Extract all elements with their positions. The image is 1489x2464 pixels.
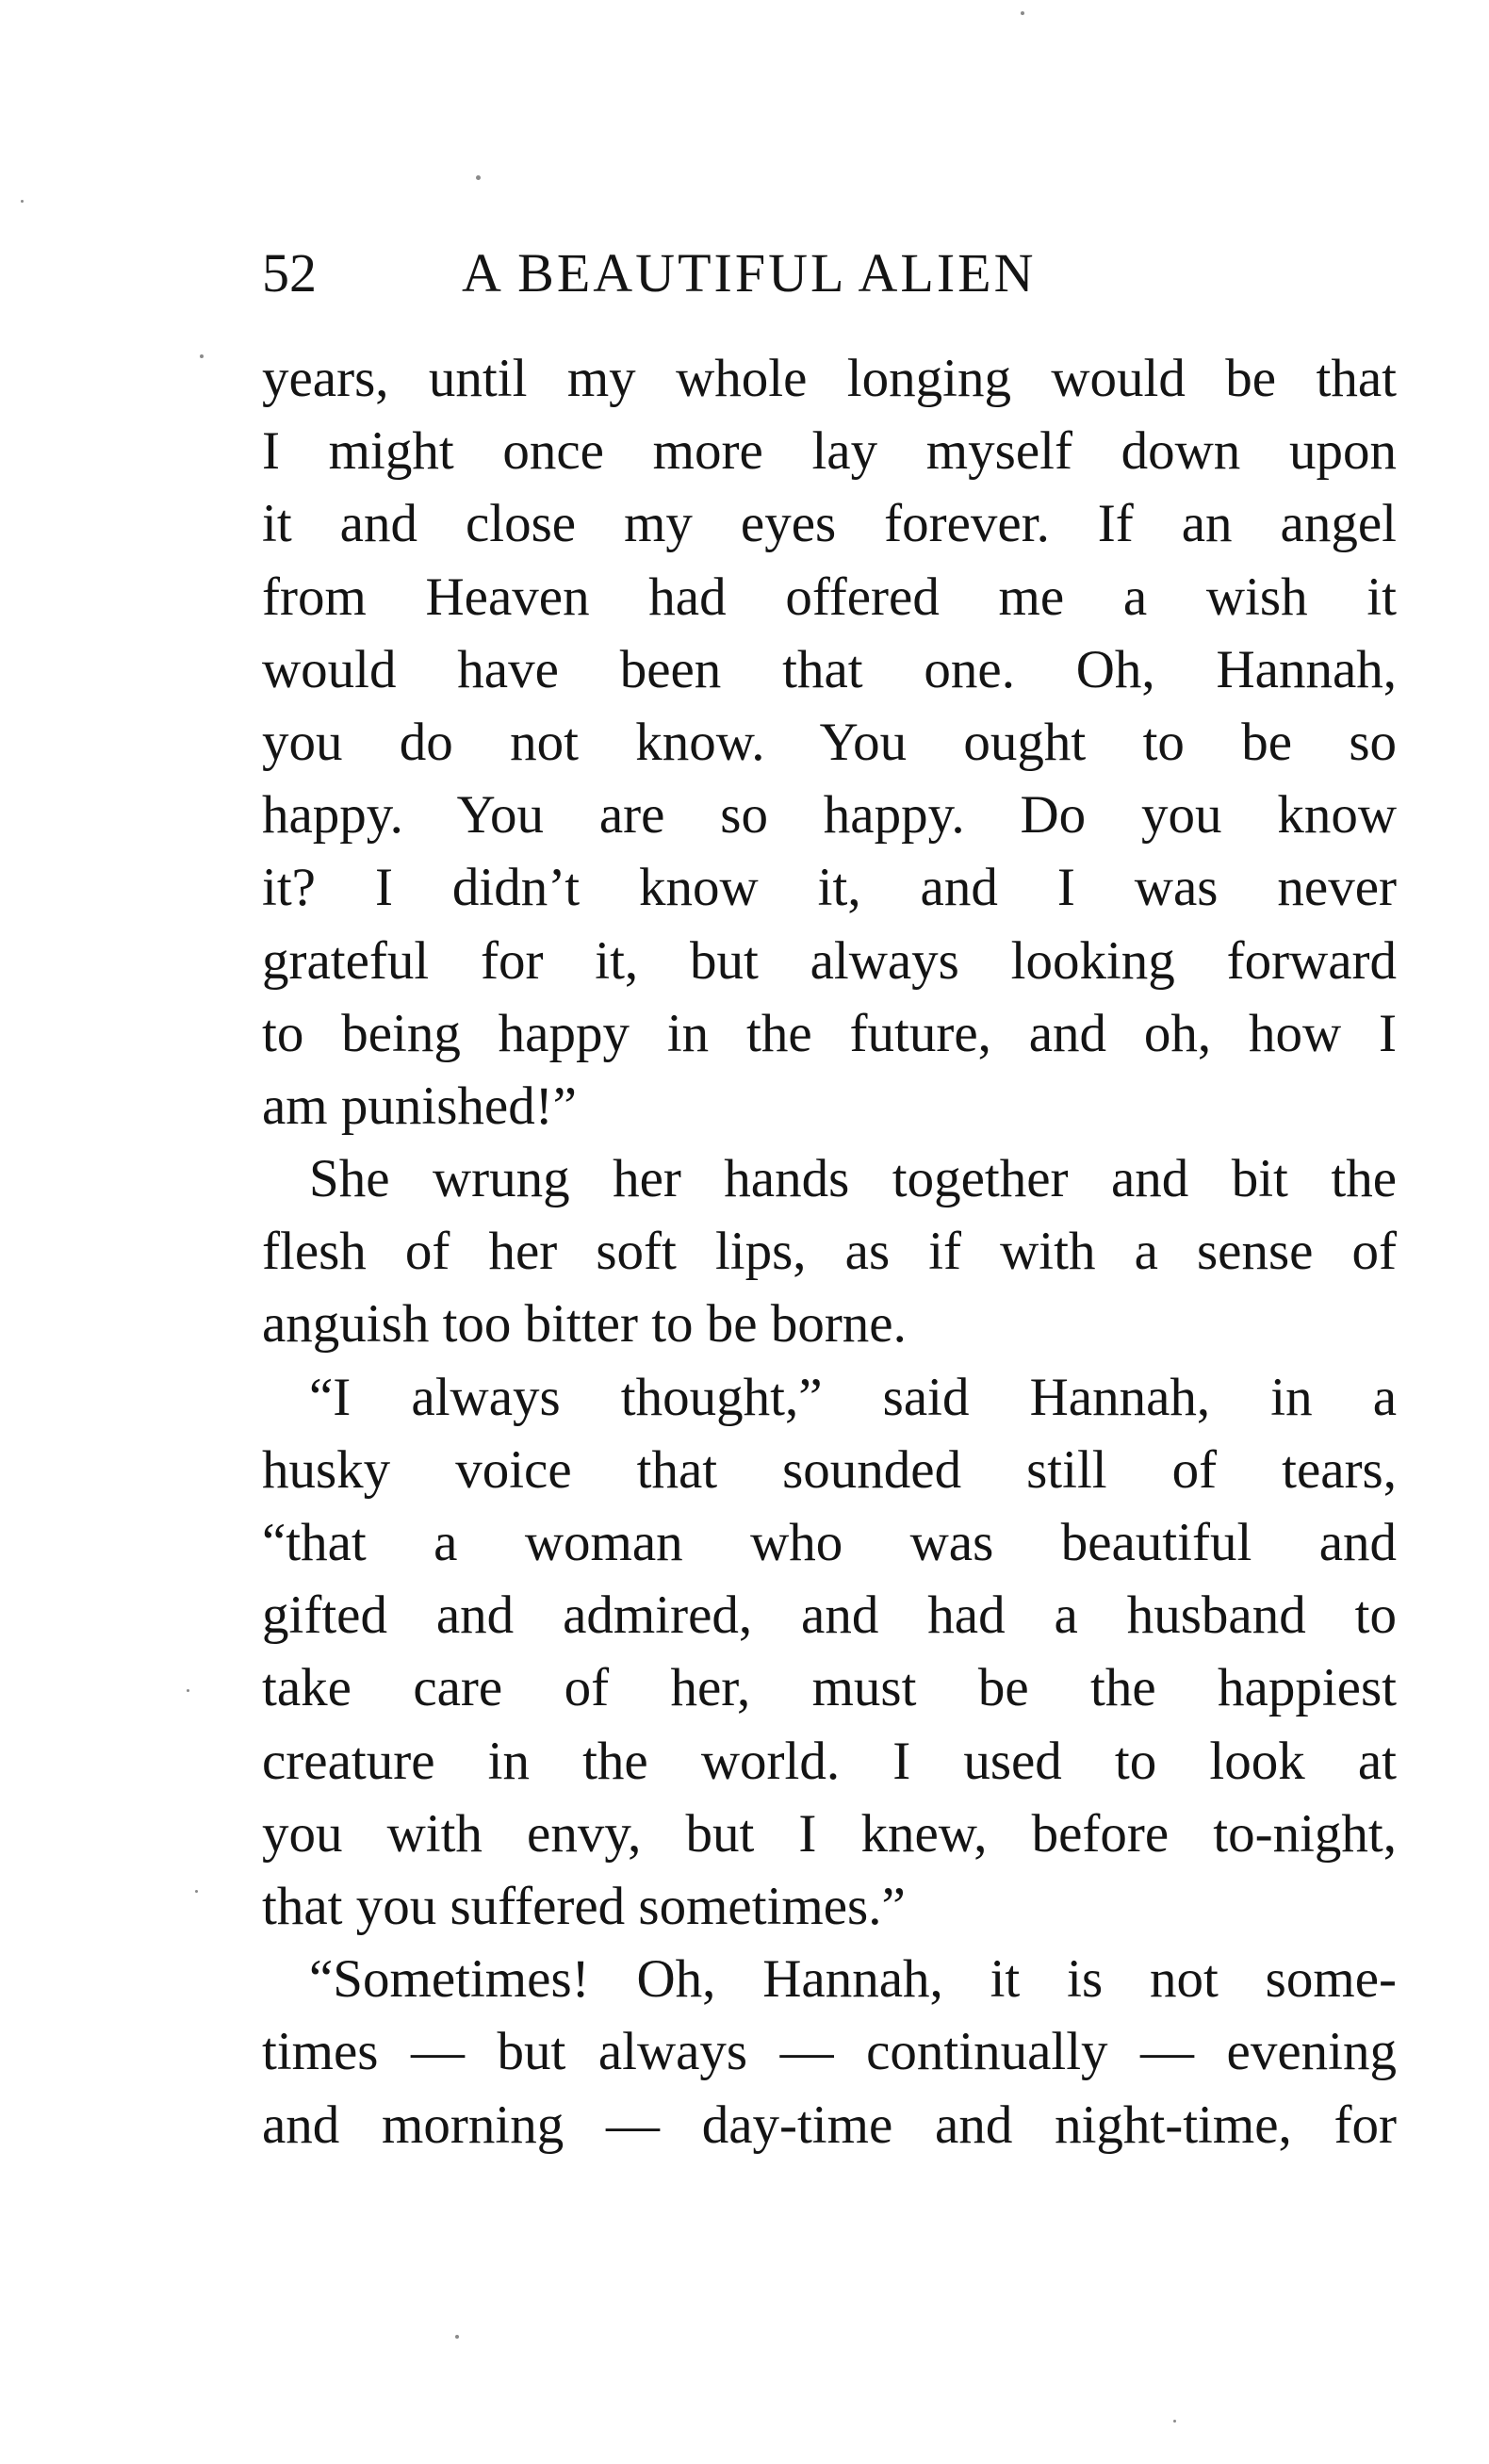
text-line: husky voice that sounded still of tears, <box>262 1439 1397 1500</box>
scan-speck <box>455 2335 459 2339</box>
scan-speck <box>195 1890 198 1893</box>
scan-speck <box>1021 11 1024 15</box>
body-text <box>262 342 1397 2161</box>
text-line: flesh of her soft lips, as if with a sense of <box>262 1222 1397 1282</box>
scan-speck <box>1173 2420 1176 2423</box>
text-line: would have been that one. Oh, Hannah, <box>262 639 1397 699</box>
running-title: A BEAUTIFUL ALIEN <box>462 242 1037 304</box>
text-line: I might once more lay myself down upon <box>262 421 1397 482</box>
text-line: that you suffered sometimes.” <box>262 1876 906 1936</box>
text-line: to being happy in the future, and oh, how I <box>262 1003 1397 1063</box>
text-line: you with envy, but I knew, before to-night, <box>262 1803 1397 1864</box>
text-line: creature in the world. I used to look at <box>262 1731 1397 1791</box>
scan-speck <box>476 175 481 180</box>
text-line: times — but always — continually — evening <box>262 2022 1397 2082</box>
text-line: take care of her, must be the happiest <box>262 1658 1397 1718</box>
text-line: gifted and admired, and had a husband to <box>262 1585 1397 1646</box>
text-line: am punished!” <box>262 1076 577 1136</box>
text-line: “I always thought,” said Hannah, in a <box>309 1367 1397 1427</box>
text-line: anguish too bitter to be borne. <box>262 1294 907 1355</box>
text-line: happy. You are so happy. Do you know <box>262 785 1397 846</box>
scan-speck <box>187 1689 189 1692</box>
text-line: grateful for it, but always looking forward <box>262 930 1397 991</box>
scan-speck <box>21 200 24 203</box>
text-line: “that a woman who was beautiful and <box>262 1513 1397 1572</box>
text-line: She wrung her hands together and bit the <box>309 1149 1397 1209</box>
text-line: it? I didn’t know it, and I was never <box>262 858 1397 918</box>
scan-speck <box>200 354 204 358</box>
text-line: you do not know. You ought to be so <box>262 712 1397 772</box>
text-line: from Heaven had offered me a wish it <box>262 567 1397 627</box>
page-header <box>262 231 1393 316</box>
text-line: “Sometimes! Oh, Hannah, it is not some- <box>309 1949 1397 2010</box>
text-line: years, until my whole longing would be that <box>262 349 1397 408</box>
text-line: and morning — day-time and night-time, for <box>262 2094 1397 2155</box>
text-line: it and close my eyes forever. If an angel <box>262 494 1397 554</box>
page-number: 52 <box>262 242 317 304</box>
